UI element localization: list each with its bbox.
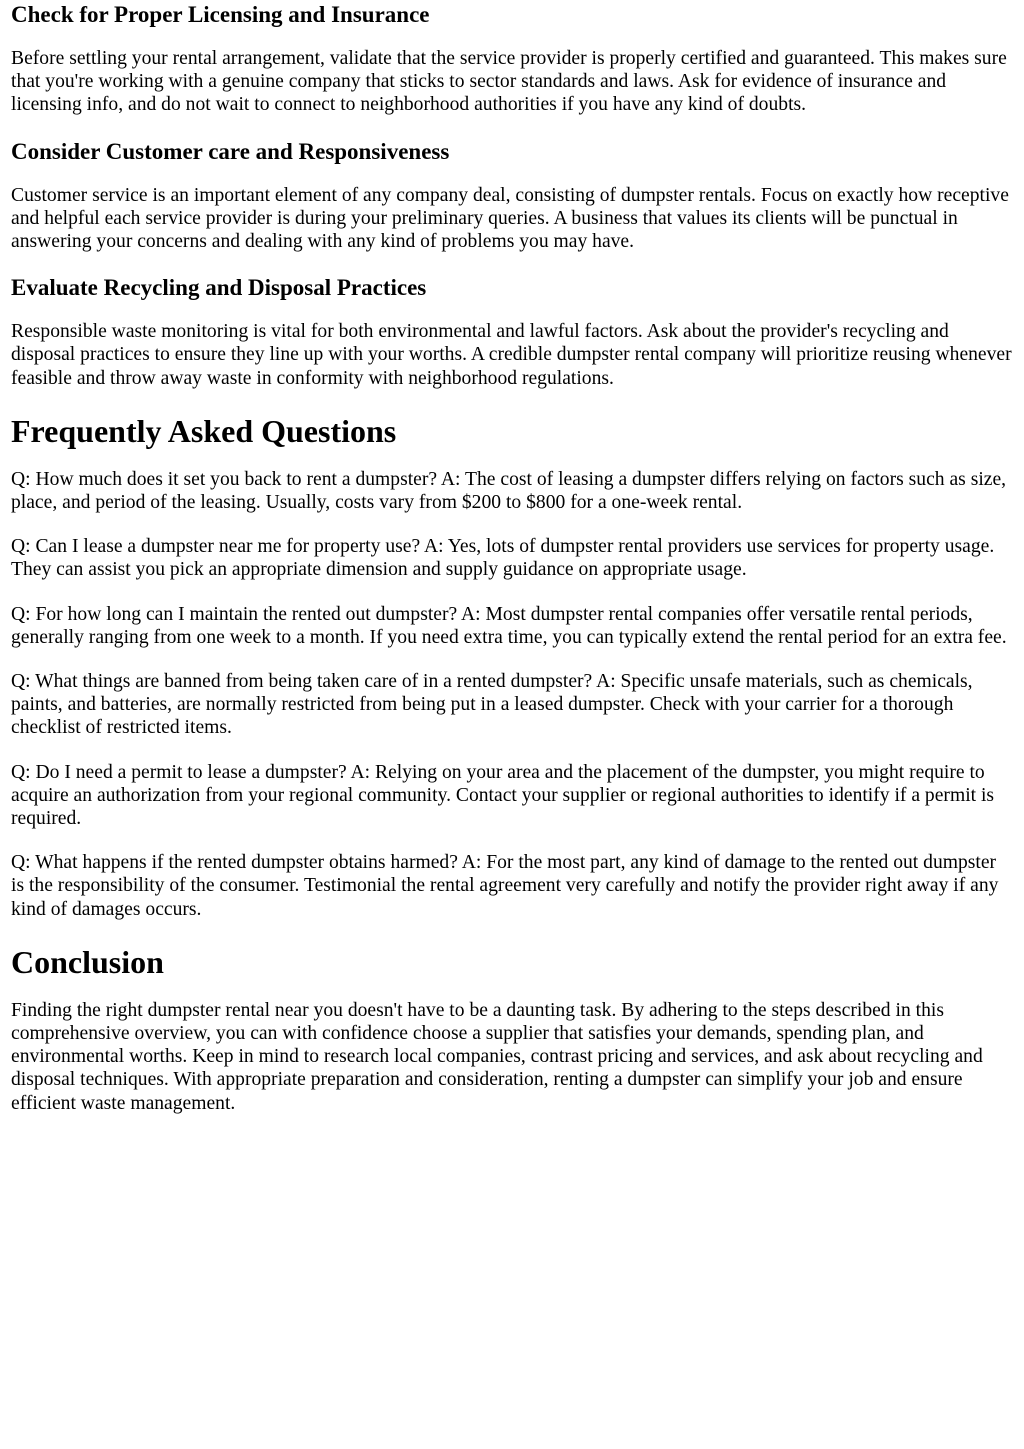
faq-heading: Frequently Asked Questions [11,412,397,449]
faq-item: Q: How much does it set you back to rent a dumpster? A: The cost of leasing a dumpster differs relying on factors such as size, place, and period of the leasing. Usually, costs vary from $200 to $800 for a one-week rental. [11,468,1007,514]
section-body-licensing: Before settling your rental arrangement, validate that the service provider is properly certified and guaranteed. This makes sure that you're working with a genuine company that sticks to sector standards and laws. Ask for evidence of insurance and licensing info, and do not wait to connect to neighborhood authorities if you have any kind of doubts. [11,48,1007,116]
faq-item: Q: Do I need a permit to lease a dumpster? A: Relying on your area and the placement of the dumpster, you might require to acquire an authorization from your regional community. Contact your supplier or regional authorities to identify if a permit is required. [11,761,995,830]
faq-item: Q: What happens if the rented dumpster obtains harmed? A: For the most part, any kind of damage to the rented out dumpster is the responsibility of the consumer. Testimonial the rental agreement very carefully and notify the provider right away if any kind of damages occurs. [11,852,999,920]
conclusion-heading: Conclusion [11,943,164,980]
faq-item: Q: What things are banned from being taken care of in a rented dumpster? A: Specific unsafe materials, such as chemicals, paints, and batteries, are normally restricted from being put in a leased dumpster. Check with your carrier for a thorough checklist of restricted items. [11,671,973,739]
section-heading-recycling: Evaluate Recycling and Disposal Practices [11,275,427,301]
article [0,1,1024,1115]
faq-item: Q: For how long can I maintain the rented out dumpster? A: Most dumpster rental companies offer versatile rental periods, generally ranging from one week to a month. If you need extra time, you can typically extend the rental period for an extra fee. [11,603,1007,648]
section-heading-licensing: Check for Proper Licensing and Insurance [11,2,430,27]
conclusion-body: Finding the right dumpster rental near you doesn't have to be a daunting task. By adhering to the steps described in this comprehensive overview, you can with confidence choose a supplier that satisfies your demands, spending plan, and environmental worths. Keep in mind to research local companies, contrast pricing and services, and ask about recycling and disposal techniques. With appropriate preparation and consideration, renting a dumpster can simplify your job and ensure efficient waste management. [11,999,983,1114]
section-heading-customer-care: Consider Customer care and Responsiveness [11,138,450,164]
faq-item: Q: Can I lease a dumpster near me for property use? A: Yes, lots of dumpster rental providers use services for property usage. They can assist you pick an appropriate dimension and supply guidance on appropriate usage. [11,536,995,581]
section-body-customer-care: Customer service is an important element of any company deal, consisting of dumpster rentals. Focus on exactly how receptive and helpful each service provider is during your preliminary queries. A business that values its clients will be punctual in answering your concerns and dealing with any kind of problems you may have. [11,184,1009,253]
section-body-recycling: Responsible waste monitoring is vital for both environmental and lawful factors. Ask about the provider's recycling and disposal practices to ensure they line up with your worths. A credible dumpster rental company will prioritize reusing whenever feasible and throw away waste in conformity with neighborhood regulations. [11,321,1012,389]
